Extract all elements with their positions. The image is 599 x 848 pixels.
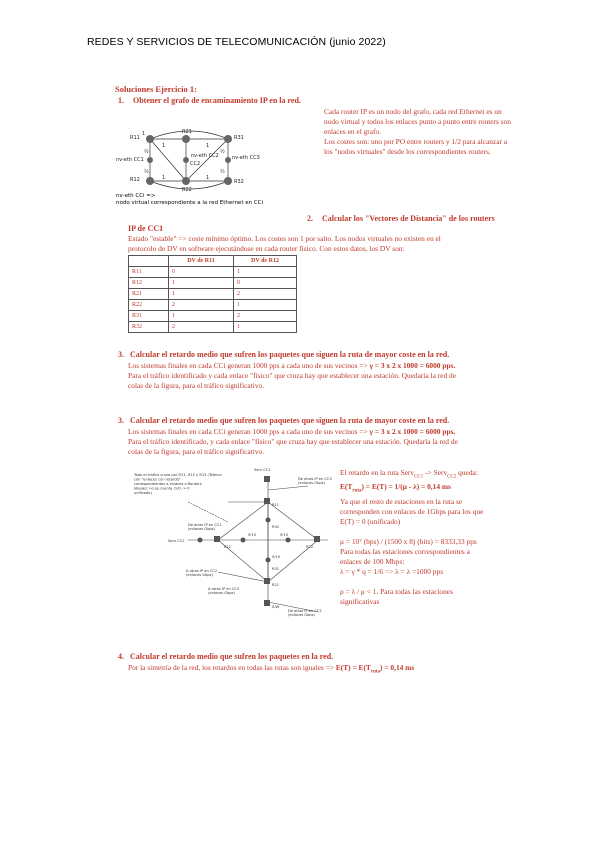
document-header: REDES Y SERVICIOS DE TELECOMUNICACIÓN (junio 2022) — [87, 36, 386, 48]
dv-cell: 0 — [169, 267, 234, 278]
q4-number: 4. — [118, 652, 124, 661]
node-r12 — [146, 177, 154, 185]
q2-title-cont: IP de CC1 — [128, 224, 164, 233]
qd-label: A otras IP en CC2 — [186, 569, 218, 573]
table-row — [129, 289, 297, 300]
q3r-text: queda: — [456, 468, 478, 477]
qd-label: A otras IP en CC3 — [208, 587, 240, 591]
q3b-title: Calcular el retardo medio que sufren los paquetes que siguen la ruta de mayor coste en la red. — [130, 416, 450, 425]
q2-title: Calcular los "Vectores de Distancia" de los routers — [322, 214, 495, 223]
q3r-text: ) = E(T) = 1/(μ - λ) = 0,14 ms — [361, 482, 451, 492]
label-nv-cc1: nv-eth CC1 — [116, 157, 144, 163]
q3a-text — [128, 361, 508, 391]
qd-label: correspondientes a enlaces a Routers — [134, 482, 202, 486]
q4-formula: ) = 0,14 ms — [380, 663, 415, 672]
qd-label: R32 — [272, 525, 280, 529]
q3r-line: μ = 10⁷ (bps) / (1500 x 8) (bits) = 8333,33 pps — [340, 536, 477, 546]
qd-label: S/W — [272, 605, 280, 609]
q3a-title: Calcular el retardo medio que sufren los paquetes que siguen la ruta de mayor coste en la red. — [130, 350, 450, 359]
table-row — [129, 278, 297, 289]
q1-line: nodo virtual y todos los enlaces punto a punto entre routers son — [324, 117, 511, 126]
node-cc2 — [183, 157, 189, 163]
cost-label: 1 — [142, 131, 146, 137]
qd-label: (enlaces Gbps) — [188, 527, 215, 531]
q3b-number: 3. — [118, 416, 124, 425]
q3b-gamma: γ = 3 x 2 x 1000 = 6000 pps. — [369, 427, 456, 436]
q3b-text — [128, 427, 508, 457]
q1-explanation — [324, 107, 524, 157]
label-cc2: CC2 — [190, 161, 201, 167]
q3r-text: -> Serv — [423, 468, 448, 477]
qd-label: con "enlaces con retardo" — [134, 477, 181, 482]
q3a-line1: Los sistemas finales en cada CCi generan 1000 pps a cada uno de sus vecinos => — [128, 361, 370, 370]
node-r22 — [182, 177, 190, 185]
label-r22: R22 — [182, 187, 192, 193]
qd-label: unificado) — [134, 491, 152, 495]
q4-title: Calcular el retardo medio que sufren los paquetes en la red. — [130, 652, 334, 661]
dv-cell: R12 — [129, 278, 169, 289]
router-node — [286, 538, 291, 543]
table-row — [129, 322, 297, 333]
dv-header-cell — [129, 256, 169, 267]
qd-label: Serv CC1 — [254, 468, 271, 472]
router-node — [266, 558, 271, 563]
cost-label: ½ — [220, 149, 225, 155]
q4-sub: ruta — [370, 669, 381, 675]
qd-label: R31 — [272, 567, 280, 571]
dv-table — [128, 255, 297, 333]
dv-cell: R32 — [129, 322, 169, 333]
q3r-sub: CC2 — [447, 474, 457, 480]
q3r-sub: CC1 — [414, 474, 424, 480]
dv-cell: 1 — [234, 300, 297, 311]
label-r12: R12 — [130, 177, 140, 183]
q1-line: Los costes son: uno por PO entre routers y 1/2 para alcanzar a — [324, 137, 508, 146]
queue-station — [264, 600, 270, 606]
dv-cell: 1 — [234, 267, 297, 278]
q2-explanation — [128, 234, 508, 254]
q3a-line3: colas de la figura, para el tráfico significativo. — [128, 381, 265, 390]
dv-header-cell: DV de R12 — [234, 256, 297, 267]
router-node — [266, 518, 271, 523]
q3r-text: El retardo en la ruta Serv — [340, 468, 415, 477]
node-r31 — [224, 135, 232, 143]
dv-cell: 1 — [234, 322, 297, 333]
q2-number: 2. — [307, 214, 313, 223]
q3r-line: E(T) = 0 (unificado) — [340, 516, 401, 526]
queue-station — [264, 578, 270, 584]
cost-label: 1 — [162, 143, 166, 149]
dv-cell: 1 — [169, 311, 234, 322]
qd-label: De otras IP en CC3 — [298, 477, 332, 481]
q4-line: Por la simetría de la red, los retardos en todas las rutas son iguales => — [128, 663, 336, 672]
qd-label: (enlaces Gbps) — [288, 613, 315, 617]
q4-formula: E(T) = E(T — [335, 663, 371, 672]
q2-line: protocolo de DV en software ejecutándose en cada router físico. Con estos datos, los DV son: — [128, 244, 405, 253]
label-r32: R32 — [234, 179, 244, 185]
q3r-line: Ya que el resto de estaciones en la ruta se — [340, 496, 463, 506]
cost-label: 1 — [206, 175, 210, 181]
q3a-line2: Para el tráfico identificado y cada enlace "físico" que cruza hay que establecer una estación. Quedaría la red de — [128, 371, 456, 380]
graph-caption-line: nv-eth CCi => — [116, 193, 156, 199]
q1-title: Obtener el grafo de encaminamiento IP en la red. — [133, 96, 301, 105]
dv-cell: 2 — [169, 322, 234, 333]
qd-label: Todo el tráfico cruza por R11, R12 y R13 (Teórico — [134, 473, 222, 477]
label-r21: R21 — [182, 129, 192, 135]
dv-table-header — [129, 256, 297, 267]
node-r32 — [224, 177, 232, 185]
table-row — [129, 267, 297, 278]
q4-text — [128, 663, 414, 677]
qd-label: R12 — [224, 545, 232, 549]
dv-cell: 2 — [234, 311, 297, 322]
node-r11 — [146, 135, 154, 143]
q1-line: enlaces en el grafo. — [324, 127, 382, 136]
q3r-sub: ruta — [352, 488, 362, 494]
qd-label: (enlaces Gbps) — [298, 481, 325, 485]
q3r-line: corresponden con enlaces de 1Gbps para los que — [340, 506, 484, 516]
dv-cell: R21 — [129, 289, 169, 300]
q3-delay-explanation — [340, 468, 510, 607]
queue-station — [264, 498, 270, 504]
label-nv-cc2: nv-eth CC2 — [191, 153, 219, 159]
node-nv-cc3 — [225, 157, 231, 163]
dv-cell: R31 — [129, 311, 169, 322]
cost-label: ½ — [144, 169, 149, 175]
qd-label: 9/10 — [280, 533, 289, 537]
qd-label: (enlaces Gbps) — [186, 573, 213, 577]
q3r-text: E(T — [340, 482, 353, 492]
qd-label: 9/10 — [248, 533, 257, 537]
qd-label: R11 — [272, 503, 280, 507]
label-r31: R31 — [234, 135, 244, 141]
node-nv-cc1 — [147, 157, 153, 163]
label-nv-cc3: nv-eth CC3 — [232, 155, 260, 161]
dv-header-cell: DV de R11 — [169, 256, 234, 267]
q1-number: 1. — [118, 96, 124, 105]
solutions-heading: Soluciones Ejercicio 1: — [115, 84, 197, 94]
q3r-line: Para todas las estaciones correspondientes a — [340, 546, 470, 556]
table-row — [129, 300, 297, 311]
dv-cell: R22 — [129, 300, 169, 311]
q3a-number: 3. — [118, 350, 124, 359]
queue-network-diagram — [128, 462, 336, 622]
router-node — [241, 538, 246, 543]
cost-label: ½ — [144, 149, 149, 155]
q3b-line1: Los sistemas finales en cada CCi generan 1000 pps a cada uno de sus vecinos => — [128, 427, 370, 436]
dv-cell: 1 — [169, 278, 234, 289]
label-r11: R11 — [130, 135, 140, 141]
table-row — [129, 311, 297, 322]
dv-cell: 1 — [169, 289, 234, 300]
queue-station — [314, 536, 320, 542]
qd-label: De otras IP en CC1 — [188, 523, 222, 527]
qd-label: 9/10 — [272, 555, 281, 559]
q1-line: Cada router IP es un nodo del grafo, cada red Ethernet es un — [324, 107, 502, 116]
q3b-line2: Para el tráfico identificado, y cada enlace "físico" que cruza hay que establecer una estación. Quedaría la red de — [128, 437, 458, 446]
node-r21 — [182, 135, 190, 143]
cost-label: 1 — [162, 175, 166, 181]
dv-cell: 2 — [234, 289, 297, 300]
q1-line: los "nodos virtuales" desde los correspondientes routers. — [324, 147, 491, 156]
dv-cell: R11 — [129, 267, 169, 278]
q3r-line: significativas — [340, 596, 380, 606]
cost-label: ½ — [220, 169, 225, 175]
dv-cell: 2 — [169, 300, 234, 311]
qd-label: Ideales: no se cuenta (1/0 -> 0 — [134, 486, 190, 491]
qd-label: R22 — [306, 545, 314, 549]
qd-label: (enlaces Gbps) — [208, 591, 235, 595]
q2-line: Estado "estable" => coste mínimo óptimo. Los costes son 1 por salto. Los nodos virtuales no existen en el — [128, 234, 441, 243]
q3r-line: ρ = λ / μ < 1. Para todas las estaciones — [340, 586, 453, 596]
cost-label: 1 — [206, 143, 210, 149]
graph-caption-line: nodo virtual correspondiente a la red Ethernet en CCi — [116, 200, 264, 206]
qd-label: Serv CC2 — [168, 539, 185, 543]
router-node — [198, 538, 203, 543]
dv-cell: 0 — [234, 278, 297, 289]
queue-station — [214, 536, 220, 542]
q3r-line: enlaces de 100 Mbps: — [340, 556, 405, 566]
q3r-line: λ = γ * q = 1/6 => λ = λ =1000 pps — [340, 566, 444, 576]
q3a-gamma: γ = 3 x 2 x 1000 = 6000 pps. — [369, 361, 456, 370]
q3b-line3: colas de la figura, para el tráfico significativo. — [128, 447, 265, 456]
qd-label: R21 — [272, 583, 280, 587]
graph-caption — [116, 193, 263, 207]
qd-label: De otras IP en CC2 — [288, 609, 322, 613]
queue-station — [264, 476, 270, 482]
